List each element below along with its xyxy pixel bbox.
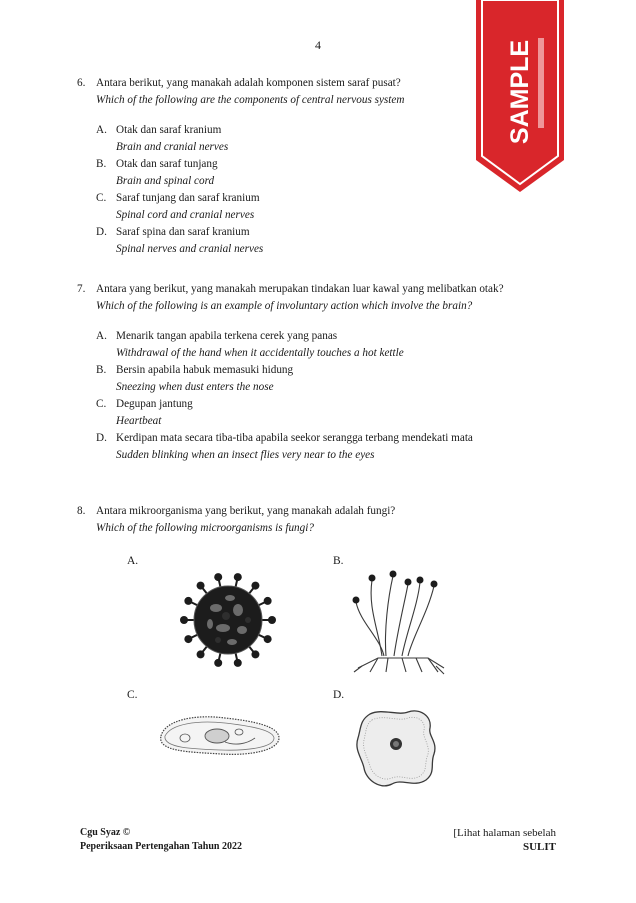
paramecium-illustration[interactable] bbox=[155, 712, 285, 758]
virus-illustration[interactable] bbox=[178, 570, 278, 670]
footer-right bbox=[453, 826, 556, 854]
image-option-c-label[interactable]: C. bbox=[127, 689, 138, 701]
option-text-ms: Saraf spina dan saraf kranium bbox=[116, 226, 250, 238]
option-b[interactable] bbox=[96, 156, 576, 190]
option-letter: B. bbox=[96, 158, 107, 170]
option-letter: D. bbox=[96, 432, 107, 444]
option-list bbox=[96, 328, 576, 464]
footer-next-page: [Lihat halaman sebelah bbox=[453, 827, 556, 839]
footer-left bbox=[80, 826, 242, 854]
question-7 bbox=[77, 281, 576, 464]
option-text-ms: Degupan jantung bbox=[116, 398, 193, 410]
question-8 bbox=[77, 503, 576, 537]
question-text-ms: Antara berikut, yang manakah adalah komponen sistem saraf pusat? bbox=[96, 77, 401, 89]
image-option-b-label[interactable]: B. bbox=[333, 555, 344, 567]
question-text-ms: Antara yang berikut, yang manakah merupakan tindakan luar kawal yang melibatkan otak? bbox=[96, 283, 504, 295]
option-letter: B. bbox=[96, 364, 107, 376]
footer-exam-title: Peperiksaan Pertengahan Tahun 2022 bbox=[80, 841, 242, 852]
option-d[interactable] bbox=[96, 224, 576, 258]
image-option-a-label[interactable]: A. bbox=[127, 555, 139, 567]
option-a[interactable] bbox=[96, 122, 576, 156]
option-d[interactable] bbox=[96, 430, 576, 464]
option-text-en: Spinal nerves and cranial nerves bbox=[116, 243, 264, 255]
option-text-en: Heartbeat bbox=[116, 415, 162, 427]
option-text-en: Sneezing when dust enters the nose bbox=[116, 381, 274, 393]
footer-classification: SULIT bbox=[522, 841, 556, 853]
mould-fungi-illustration[interactable] bbox=[348, 568, 448, 676]
footer-author: Cgu Syaz © bbox=[80, 827, 131, 838]
option-text-ms: Otak dan saraf kranium bbox=[116, 124, 222, 136]
question-number: 7. bbox=[77, 283, 86, 295]
option-text-ms: Otak dan saraf tunjang bbox=[116, 158, 218, 170]
option-text-en: Spinal cord and cranial nerves bbox=[116, 209, 255, 221]
option-b[interactable] bbox=[96, 362, 576, 396]
option-text-en: Sudden blinking when an insect flies very near to the eyes bbox=[116, 449, 375, 461]
option-list bbox=[96, 122, 576, 258]
question-6 bbox=[77, 75, 576, 258]
option-text-ms: Bersin apabila habuk memasuki hidung bbox=[116, 364, 294, 376]
option-a[interactable] bbox=[96, 328, 576, 362]
question-text-ms: Antara mikroorganisma yang berikut, yang manakah adalah fungi? bbox=[96, 505, 396, 517]
option-text-en: Withdrawal of the hand when it accidentally touches a hot kettle bbox=[116, 347, 404, 359]
stamp-text: SAMPLE bbox=[506, 39, 534, 145]
question-text-en: Which of the following microorganisms is fungi? bbox=[96, 522, 314, 534]
question-text-en: Which of the following is an example of involuntary action which involve the brain? bbox=[96, 300, 473, 312]
option-letter: C. bbox=[96, 192, 107, 204]
option-c[interactable] bbox=[96, 190, 576, 224]
option-letter: A. bbox=[96, 330, 107, 342]
option-text-en: Brain and spinal cord bbox=[116, 175, 215, 187]
question-text-en: Which of the following are the components of central nervous system bbox=[96, 94, 405, 106]
amoeba-illustration[interactable] bbox=[352, 706, 444, 790]
question-number: 8. bbox=[77, 505, 86, 517]
option-letter: C. bbox=[96, 398, 107, 410]
image-option-d-label[interactable]: D. bbox=[333, 689, 345, 701]
option-letter: D. bbox=[96, 226, 107, 238]
option-letter: A. bbox=[96, 124, 107, 136]
option-c[interactable] bbox=[96, 396, 576, 430]
option-text-en: Brain and cranial nerves bbox=[116, 141, 229, 153]
option-text-ms: Saraf tunjang dan saraf kranium bbox=[116, 192, 260, 204]
option-text-ms: Menarik tangan apabila terkena cerek yang panas bbox=[116, 330, 338, 342]
question-number: 6. bbox=[77, 77, 86, 89]
option-text-ms: Kerdipan mata secara tiba-tiba apabila seekor serangga terbang mendekati mata bbox=[116, 432, 473, 444]
page-number: 4 bbox=[315, 38, 321, 52]
